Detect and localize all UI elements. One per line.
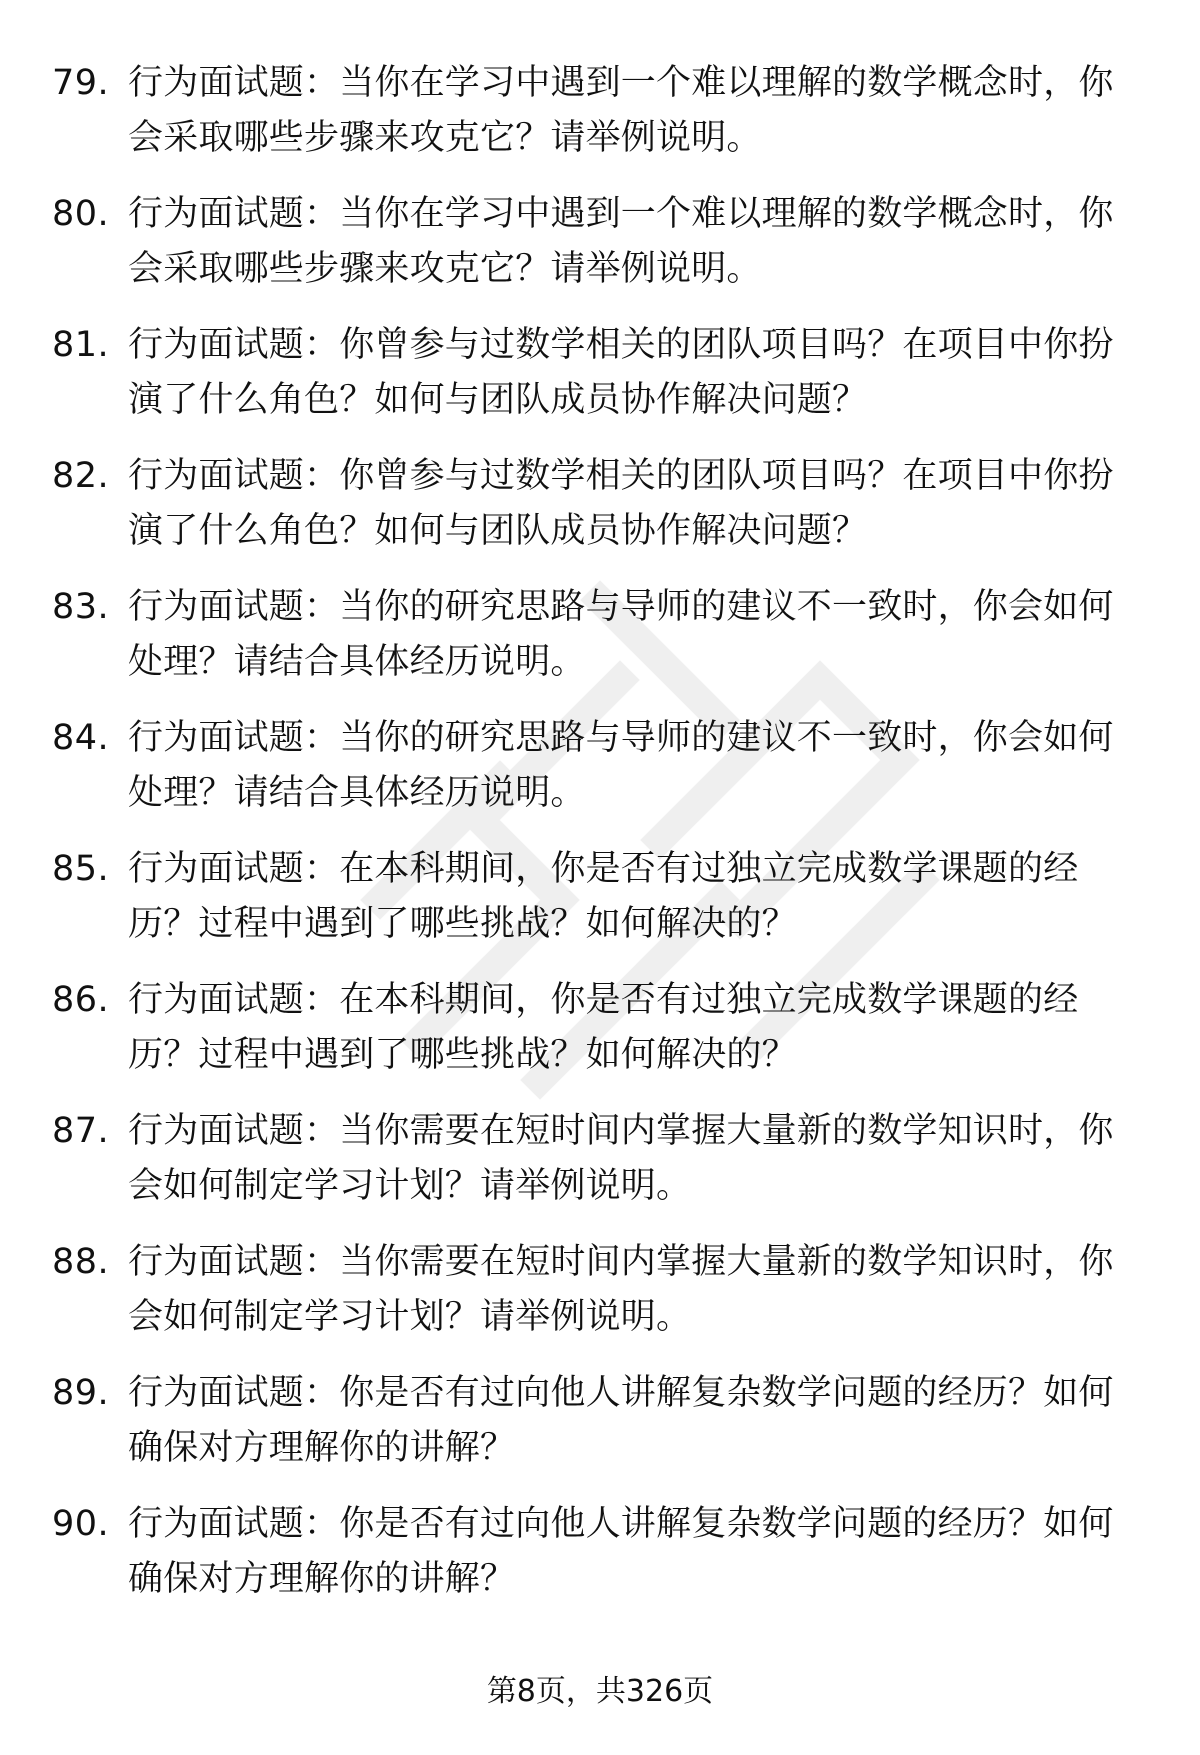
- question-number: 86.: [52, 980, 110, 1020]
- question-text: 行为面试题：当你需要在短时间内掌握大量新的数学知识时，你会如何制定学习计划？请举例说明。: [128, 1242, 1114, 1337]
- question-item: [0, 711, 1200, 842]
- question-text: 行为面试题：在本科期间，你是否有过独立完成数学课题的经历？过程中遇到了哪些挑战？如何解决的？: [128, 980, 1079, 1075]
- question-item: [0, 56, 1200, 187]
- question-item: [0, 973, 1200, 1104]
- question-number: 79.: [52, 63, 110, 103]
- question-number: 82.: [52, 456, 110, 496]
- question-text: 行为面试题：当你需要在短时间内掌握大量新的数学知识时，你会如何制定学习计划？请举例说明。: [128, 1111, 1114, 1206]
- question-text: 行为面试题：当你在学习中遇到一个难以理解的数学概念时，你会采取哪些步骤来攻克它？请举例说明。: [128, 194, 1114, 289]
- question-number: 81.: [52, 325, 110, 365]
- question-item: [0, 580, 1200, 711]
- question-item: [0, 318, 1200, 449]
- page-indicator: 第8页，共326页: [486, 1674, 714, 1709]
- question-number: 89.: [52, 1373, 110, 1413]
- question-text: 行为面试题：当你在学习中遇到一个难以理解的数学概念时，你会采取哪些步骤来攻克它？请举例说明。: [128, 63, 1114, 158]
- question-item: [0, 1497, 1200, 1628]
- question-item: [0, 187, 1200, 318]
- question-text: 行为面试题：你曾参与过数学相关的团队项目吗？在项目中你扮演了什么角色？如何与团队成员协作解决问题？: [128, 456, 1114, 551]
- question-number: 87.: [52, 1111, 110, 1151]
- question-text: 行为面试题：在本科期间，你是否有过独立完成数学课题的经历？过程中遇到了哪些挑战？如何解决的？: [128, 849, 1079, 944]
- question-item: [0, 449, 1200, 580]
- question-text: 行为面试题：当你的研究思路与导师的建议不一致时，你会如何处理？请结合具体经历说明。: [128, 587, 1114, 682]
- question-item: [0, 1366, 1200, 1497]
- question-text: 行为面试题：你是否有过向他人讲解复杂数学问题的经历？如何确保对方理解你的讲解？: [128, 1373, 1114, 1468]
- question-item: [0, 1104, 1200, 1235]
- question-item: [0, 1235, 1200, 1366]
- question-text: 行为面试题：你是否有过向他人讲解复杂数学问题的经历？如何确保对方理解你的讲解？: [128, 1504, 1114, 1599]
- question-number: 88.: [52, 1242, 110, 1282]
- question-list: [0, 56, 1200, 1628]
- question-number: 83.: [52, 587, 110, 627]
- question-number: 84.: [52, 718, 110, 758]
- question-number: 85.: [52, 849, 110, 889]
- question-item: [0, 842, 1200, 973]
- question-text: 行为面试题：你曾参与过数学相关的团队项目吗？在项目中你扮演了什么角色？如何与团队成员协作解决问题？: [128, 325, 1114, 420]
- question-text: 行为面试题：当你的研究思路与导师的建议不一致时，你会如何处理？请结合具体经历说明。: [128, 718, 1114, 813]
- question-number: 90.: [52, 1504, 110, 1544]
- question-number: 80.: [52, 194, 110, 234]
